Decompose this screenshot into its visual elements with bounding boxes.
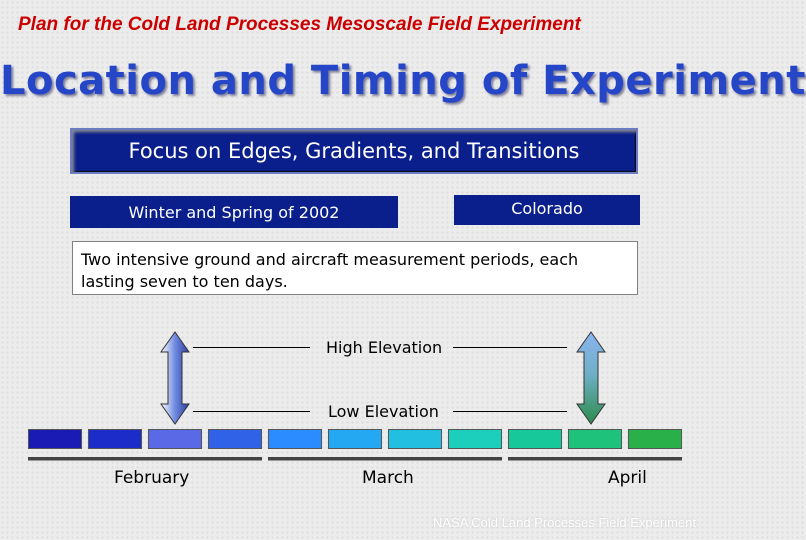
high-elevation-label: High Elevation	[326, 338, 443, 357]
focus-banner	[70, 128, 638, 174]
timeline-segment	[508, 429, 562, 449]
march-bar	[268, 457, 502, 461]
footer-credit: NASA Cold Land Processes Field Experiment	[432, 515, 696, 530]
low-elevation-line-left	[193, 411, 310, 412]
high-elevation-line-left	[193, 347, 310, 348]
low-elevation-line-right	[453, 411, 567, 412]
timeline-segment	[448, 429, 502, 449]
location-box	[454, 195, 640, 225]
timeline-segment	[568, 429, 622, 449]
timeline-segment	[328, 429, 382, 449]
timeline-segment	[208, 429, 262, 449]
month-label-april: April	[608, 468, 647, 488]
month-label-march: March	[362, 468, 414, 488]
location-text: Colorado	[511, 199, 583, 218]
left-double-arrow-icon	[158, 330, 192, 426]
timeline-segment	[88, 429, 142, 449]
month-label-february: February	[114, 468, 190, 488]
season-text: Winter and Spring of 2002	[128, 202, 340, 222]
timeline-segment	[268, 429, 322, 449]
february-bar	[28, 457, 262, 461]
low-elevation-label: Low Elevation	[328, 402, 439, 421]
timeline-segment	[388, 429, 442, 449]
focus-text: Focus on Edges, Gradients, and Transitions	[128, 139, 580, 163]
season-box	[70, 196, 398, 228]
timeline-segment	[148, 429, 202, 449]
april-bar	[508, 457, 682, 461]
plan-title: Plan for the Cold Land Processes Mesoscale Field Experiment	[18, 14, 581, 35]
timeline-segment	[628, 429, 682, 449]
description-box: Two intensive ground and aircraft measurement periods, each lasting seven to ten days.	[72, 241, 638, 295]
high-elevation-line-right	[453, 347, 567, 348]
timeline-segment	[28, 429, 82, 449]
right-double-arrow-icon	[574, 330, 608, 426]
page-title: Location and Timing of Experiment	[0, 58, 806, 104]
